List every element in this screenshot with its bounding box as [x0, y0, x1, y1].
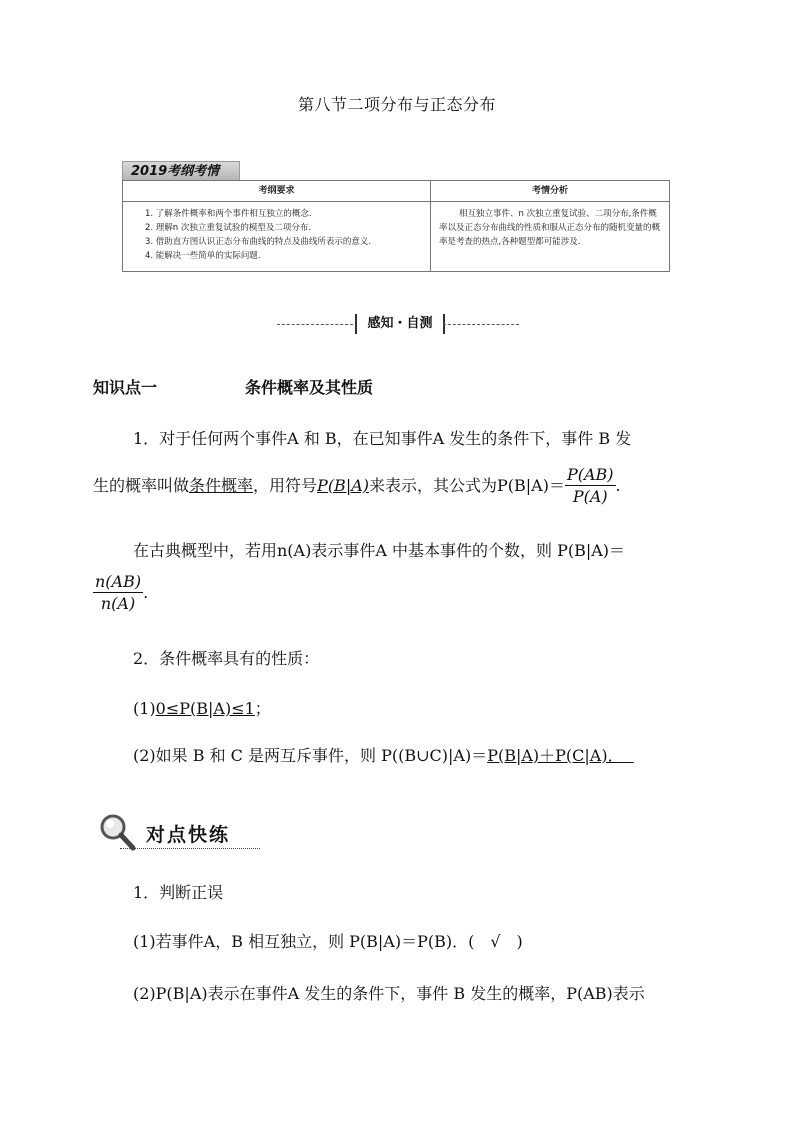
practice-underline: [120, 848, 260, 849]
analysis-text: 相互独立事件、n 次独立重复试验、二项分布,条件概率以及正态分布曲线的性质和服从正态分布的随机变量的概率是考查的热点,各种题型都可能涉及.: [439, 209, 661, 247]
requirements-list: [123, 202, 431, 272]
section-divider: [277, 314, 519, 336]
paragraph-1-line-1: 1．对于任何两个事件A 和 B，在已知事件A 发生的条件下，事件 B 发: [133, 429, 632, 448]
term-conditional-probability: 条件概率: [189, 476, 254, 495]
paragraph-2-fraction-line: $\frac{n(AB)}{n(A)}$ .: [95, 572, 149, 613]
exam-outline-tag: 2019考纲考情: [122, 161, 240, 180]
question-heading: 1．判断正误: [133, 883, 224, 902]
property-2-value: P(B|A)＋P(C|A)．: [487, 746, 624, 765]
properties-heading: 2．条件概率具有的性质：: [133, 649, 320, 668]
property-1: (1)0≤P(B|A)≤1；: [133, 699, 271, 718]
requirement-item: 3. 借助直方图认识正态分布曲线的特点及曲线所表示的意义.: [145, 237, 372, 247]
header-requirements: 考纲要求: [123, 181, 431, 201]
paragraph-1-line-2: 生的概率叫做条件概率，用符号P(B|A)来表示，其公式为P(B|A)＝ $\frac{P(AB)}{P(A)}$ .: [93, 465, 621, 506]
question-1: (1)若事件A，B 相互独立，则 P(B|A)＝P(B)．( √ ): [133, 932, 523, 951]
knowledge-point-title: 条件概率及其性质: [245, 378, 374, 397]
header-analysis: 考情分析: [531, 186, 568, 196]
divider-label: 感知・自测: [355, 314, 445, 334]
question-2: (2)P(B|A)表示在事件A 发生的条件下，事件 B 发生的概率，P(AB)表示: [133, 984, 645, 1003]
requirement-item: 2. 理解n 次独立重复试验的模型及二项分布.: [145, 223, 312, 233]
divider-line-left: [277, 324, 353, 325]
formula-fraction: $\frac{P(AB)}{P(A)}$: [566, 465, 614, 506]
classical-formula-fraction: $\frac{n(AB)}{n(A)}$: [95, 572, 142, 613]
magnifier-icon: [97, 812, 137, 852]
exam-table-header: [123, 181, 669, 202]
requirement-item: 1. 了解条件概率和两个事件相互独立的概念.: [145, 209, 312, 219]
knowledge-point-label: 知识点一: [93, 378, 158, 397]
page-title: 第八节二项分布与正态分布: [297, 95, 496, 114]
practice-section-label: 对点快练: [146, 824, 231, 846]
divider-line-right: [443, 324, 519, 325]
paragraph-2-line-1: 在古典概型中，若用n(A)表示事件A 中基本事件的个数，则 P(B|A)＝: [133, 541, 626, 560]
requirement-item: 4. 能解决一些简单的实际问题.: [145, 251, 261, 261]
property-1-value: 0≤P(B|A)≤1: [155, 699, 255, 718]
exam-outline-table: [122, 180, 670, 272]
symbol-p-b-given-a: P(B|A): [317, 476, 369, 495]
property-2: (2)如果 B 和 C 是两互斥事件，则 P((B∪C)|A)＝P(B|A)＋P(C|A)．: [133, 746, 624, 765]
